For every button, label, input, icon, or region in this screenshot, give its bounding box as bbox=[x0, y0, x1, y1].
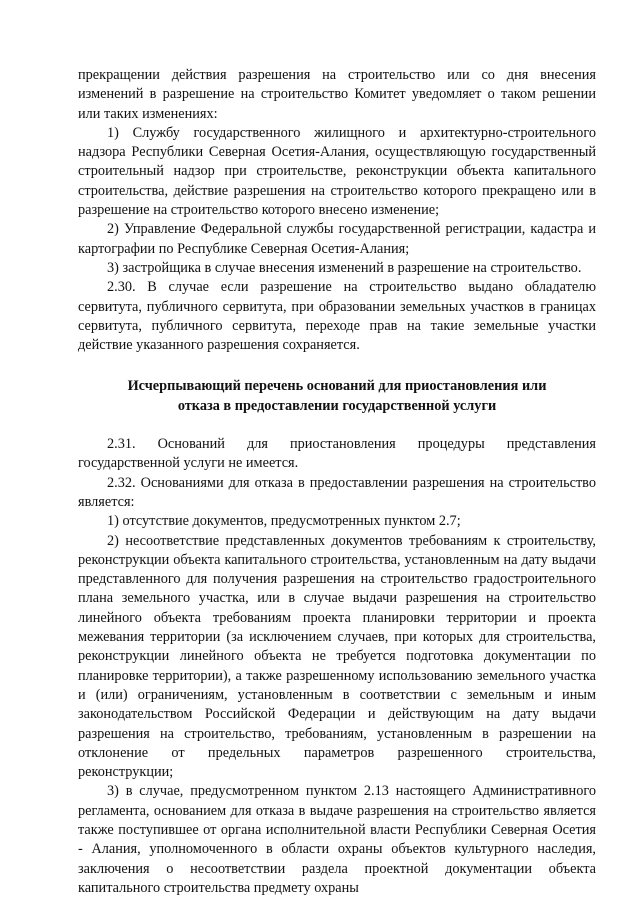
list1-item-3: 3) застройщика в случае внесения изменений в разрешение на строительство. bbox=[107, 259, 582, 276]
section-heading-line-2: отказа в предоставлении государственной услуги bbox=[177, 397, 497, 414]
intro-paragraph: прекращении действия разрешения на строительство или со дня внесения изменений в разрешение на строительство Комитет уведомляет о таком решении или таких изменениях: bbox=[78, 67, 596, 122]
list2-item-1: 1) отсутствие документов, предусмотренных пунктом 2.7; bbox=[107, 513, 461, 530]
paragraph-2-31: 2.31. Оснований для приостановления процедуры представления государственной услуги не имеется. bbox=[78, 436, 596, 472]
list1-item-2: 2) Управление Федеральной службы государственной регистрации, кадастра и картографии по Республике Северная Осетия-Алания; bbox=[78, 221, 596, 257]
paragraph-2-30: 2.30. В случае если разрешение на строительство выдано обладателю сервитута, публичного сервитута, при образовании земельных участков в границах сервитута, публичного сервитута, переходе прав на такие земельные участки действие указанного разрешения сохраняется. bbox=[78, 279, 596, 354]
section-heading bbox=[78, 377, 596, 416]
paragraph-2-32: 2.32. Основаниями для отказа в предоставлении разрешения на строительство является: bbox=[78, 474, 596, 510]
section-heading-line-1: Исчерпывающий перечень оснований для приостановления или bbox=[127, 378, 547, 395]
document-page bbox=[78, 66, 596, 898]
list2-item-2: 2) несоответствие представленных документов требованиям к строительству, реконструкции объекта капитального строительства, установленным на дату выдачи представленного для получения разрешения на строительство градостроительного плана земельного участка, или в случае выдачи разрешения на строительство линейного объекта требованиям проекта планировки территории и проекта межевания территории (за исключением случаев, при которых для строительства, реконструкции линейного объекта не требуется подготовка документации по планировке территории), а также разрешенному использованию земельного участка и (или) ограничениям, установленным в соответствии с земельным и иным законодательством Российской Федерации и действующим на дату выдачи разрешения на строительство, требованиям, установленным в разрешении на отклонение от предельных параметров разрешенного строительства, реконструкции; bbox=[78, 532, 596, 781]
list2-item-3: 3) в случае, предусмотренном пунктом 2.13 настоящего Административного регламента, основанием для отказа в выдаче разрешения на строительство является также поступившее от органа исполнительной власти Республики Северная Осетия - Алания, уполномоченного в области охраны объектов культурного наследия, заключения о несоответствии раздела проектной документации объекта капитального строительства предмету охраны bbox=[78, 783, 596, 896]
list1-item-1: 1) Службу государственного жилищного и архитектурно-строительного надзора Республики Северная Осетия-Алания, осуществляющую государственный строительный надзор при строительстве, реконструкции объекта капитального строительства, действие разрешения на строительство которого прекращено или в разрешение на строительство которого внесено изменение; bbox=[78, 124, 596, 219]
